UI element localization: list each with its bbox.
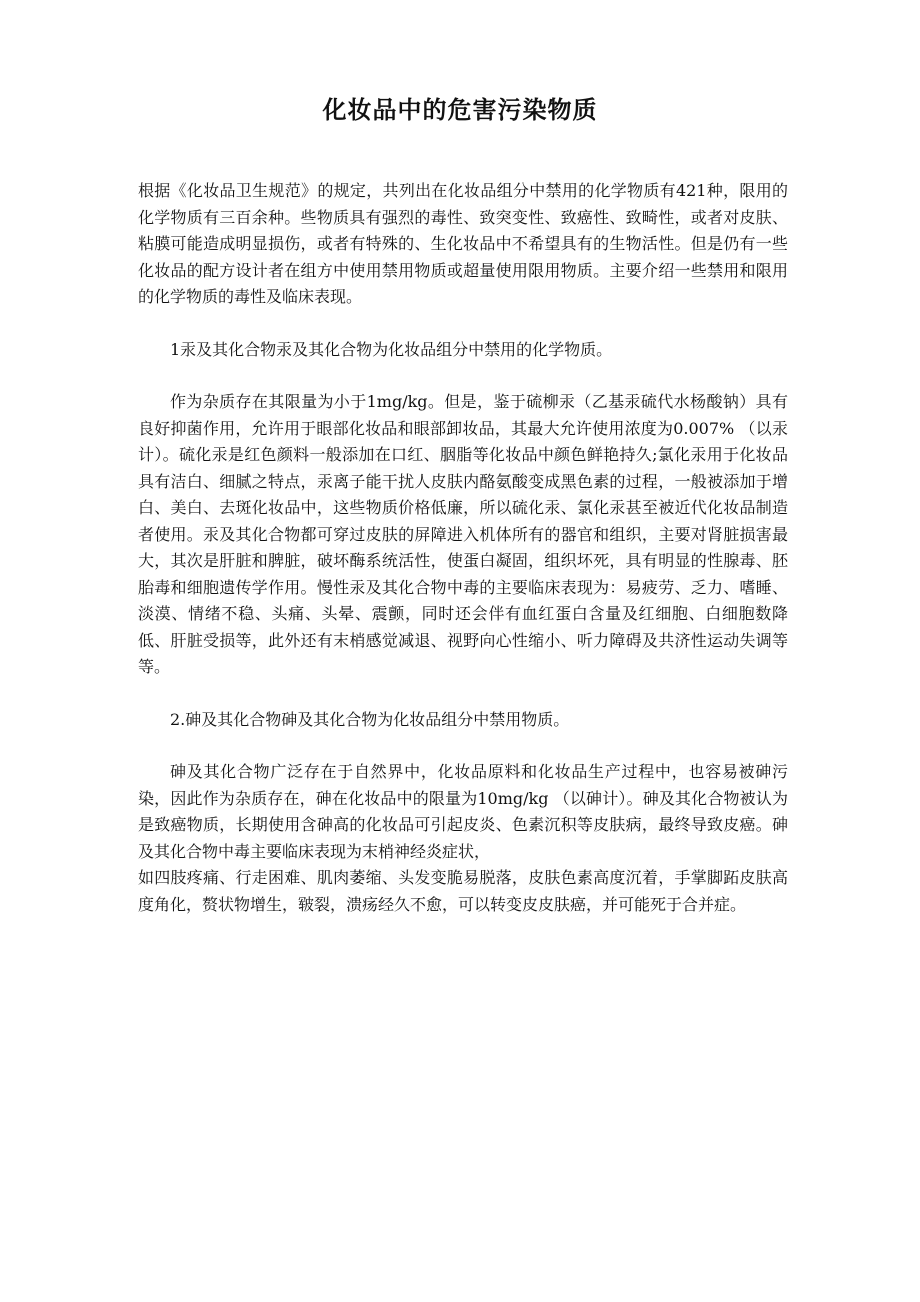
intro-paragraph: 根据《化妆品卫生规范》的规定，共列出在化妆品组分中禁用的化学物质有421种，限用的化学物质有三百余种。些物质具有强烈的毒性、致突变性、致癌性、致畸性，或者对皮肤、粘膜可能造成明显损伤，或者有特殊的、生化妆品中不希望具有的生物活性。但是仍有一些化妆品的配方设计者在组方中使用禁用物质或超量使用限用物质。主要介绍一些禁用和限用的化学物质的毒性及临床表现。	[138, 181, 788, 306]
document-body	[138, 178, 788, 918]
section-heading-arsenic: 2.砷及其化合物砷及其化合物为化妆品组分中禁用物质。	[170, 709, 570, 729]
mercury-paragraph: 作为杂质存在其限量为小于1mg/kg。但是，鉴于硫柳汞（乙基汞硫代水杨酸钠）具有良好抑菌作用，允许用于眼部化妆品和眼部卸妆品，其最大允许使用浓度为0.007% （以汞计）。硫化汞是红色颜料一般添加在口红、胭脂等化妆品中颜色鲜艳持久;氯化汞用于化妆品具有洁白、细腻之特点，汞离子能干扰人皮肤内酪氨酸变成黑色素的过程，一般被添加于增白、美白、去斑化妆品中，这些物质价格低廉，所以硫化汞、氯化汞甚至被近代化妆品制造者使用。汞及其化合物都可穿过皮肤的屏障进入机体所有的器官和组织，主要对肾脏损害最大，其次是肝脏和脾脏，破坏酶系统活性，使蛋白凝固，组织坏死，具有明显的性腺毒、胚胎毒和细胞遗传学作用。慢性汞及其化合物中毒的主要临床表现为：易疲劳、乏力、嗜睡、淡漠、情绪不稳、头痛、头晕、震颤，同时还会伴有血红蛋白含量及红细胞、白细胞数降低、肝脏受损等，此外还有末梢感觉减退、视野向心性缩小、听力障碍及共济性运动失调等等。	[138, 392, 788, 676]
arsenic-paragraph: 砷及其化合物广泛存在于自然界中，化妆品原料和化妆品生产过程中，也容易被砷污染，因此作为杂质存在，砷在化妆品中的限量为10mg/kg （以砷计）。砷及其化合物被认为是致癌物质，长期使用含砷高的化妆品可引起皮炎、色素沉积等皮肤病，最终导致皮癌。砷及其化合物中毒主要临床表现为末梢神经炎症状，	[138, 762, 788, 861]
arsenic-symptoms-paragraph: 如四肢疼痛、行走困难、肌肉萎缩、头发变脆易脱落，皮肤色素高度沉着，手掌脚跖皮肤高度角化，赘状物增生，皲裂，溃疡经久不愈，可以转变皮皮肤癌，并可能死于合并症。	[138, 868, 788, 914]
section-heading-mercury: 1汞及其化合物汞及其化合物为化妆品组分中禁用的化学物质。	[170, 339, 613, 359]
document-title: 化妆品中的危害污染物质	[322, 95, 598, 124]
